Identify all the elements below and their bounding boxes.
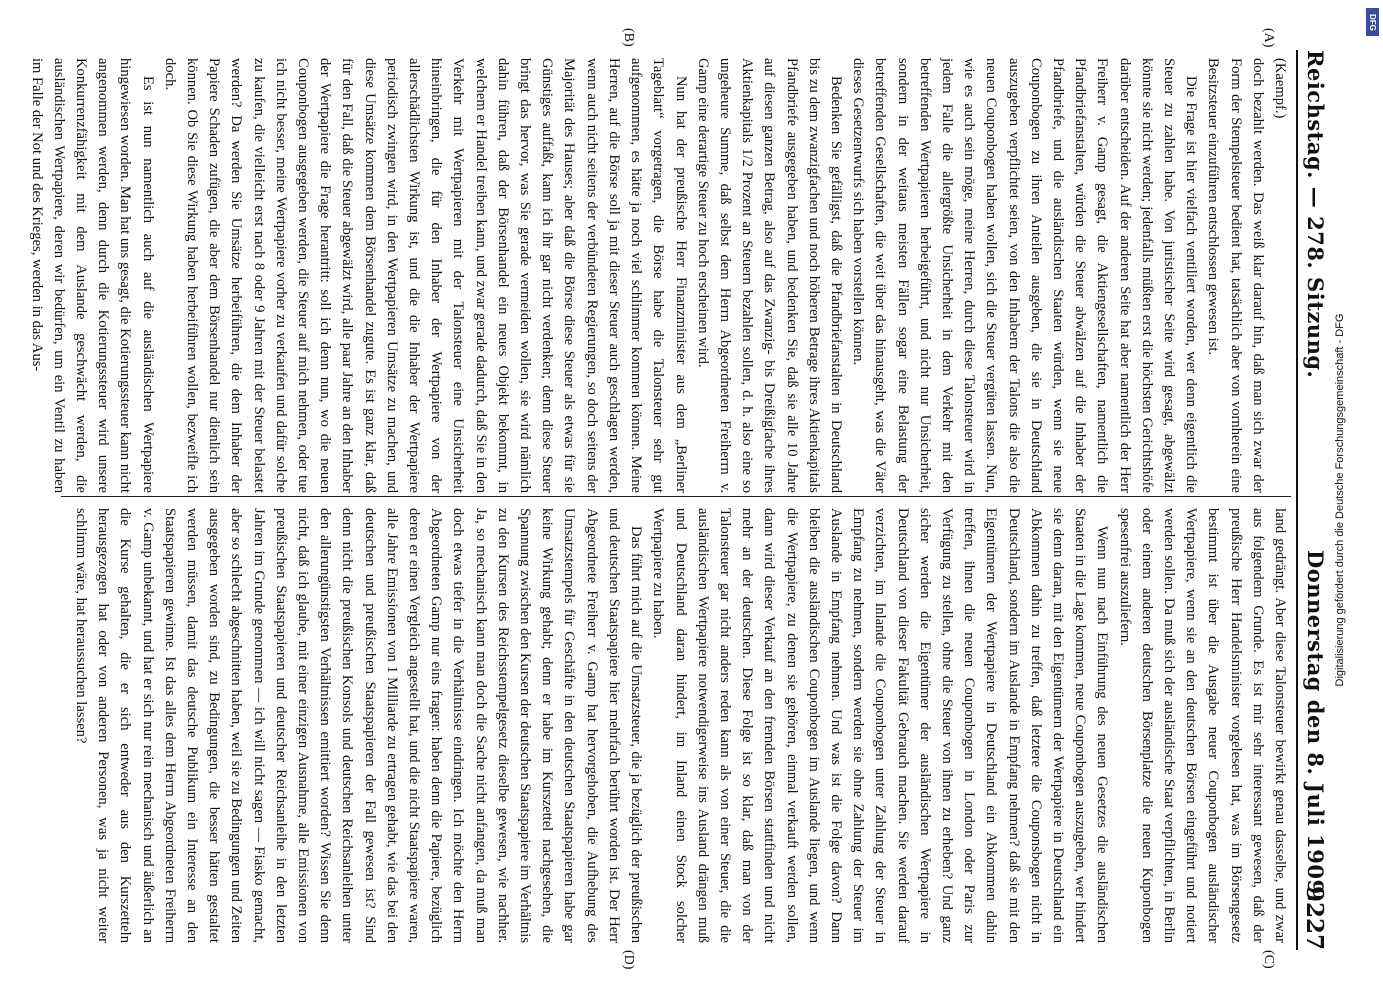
paragraph: Wenn nun nach Einführung des neuen Gesetzes die ausländischen Staaten in die Lage kommen, neue Couponbogen auszugeben, wer hindert sie denn daran, mit den Eigentümern der Wertpapiere in Deutschland ein Abkommen dahin zu treffen, daß letztere die Couponsbogen nicht in Deutschland, sondern im Auslande in Empfang nehmen? daß sie mit den Eigentümern der Wertpapiere in Deutschland ein Abkommen dahin treffen, ihnen die neuen Couponbogen in London oder Paris zur Verfügung zu stellen, ohne die Steuer von ihnen zu erheben? Und ganz sicher werden die Eigentümer der ausländischen Wertpapiere in Deutschland von dieser Fakultät Gebrauch machen. Sie werden darauf verzichten, im Inlande die Couponbogen unter Zahlung der Steuer in Empfang zu nehmen, sondern werden sie ohne Zahlung der Steuer im Auslande in Empfang nehmen. Und was ist die Folge davon? Dann bleiben die ausländischen Couponbogen im Auslande liegen, und wenn die Wertpapiere, zu denen sie gehören, einmal verkauft werden sollen, dann wird dieser Verkauf an den fremden Börsen stattfinden und nicht mehr an der deutschen. Diese Folge ist so klar, daß man von der Talonsteuer gar nicht anders reden kann als von einer Steuer, die die ausländischen Wertpapiere notwendigerweise ins Ausland drängen muß und Deutschland daran hindert, im Inland einen Stock solcher Wertpapiere zu haben. xyxy=(650,508,1111,943)
paragraph: Nun hat der preußische Herr Finanzminister aus dem „Berliner Tageblatt“ vorgetragen, die Börse habe die Talonsteuer sehr gut aufgenommen, es hätte ja noch viel schlimmer kommen können. Meine Herren, auf die Börse soll ja mit dieser Steuer auch geschlagen werden, wenn auch nicht seitens der verbündeten Regierungen, so doch seitens der Majorität des Hauses; aber daß die Börse diese Steuer als etwas für sie Günstiges auffaßt, kann ich ihr gar nicht verdenken; denn diese Steuer bringt das hervor, was Sie gerade vermeiden wollen, sie wird nämlich dahin führen, daß der Börsenhandel ein neues Objekt bekommt, in welchem er Handel treiben kann, und zwar gerade dadurch, daß Sie in den Verkehr mit Wertpapieren mit der Talonsteuer eine Unsicherheit hineinbringen, die für den Inhaber der Wertpapiere von der allerschädlichsten Wirkung ist, und die die Inhaber der Wertpapiere periodisch zwingen wird, in den Wertpapieren Umsätze zu machen, und diese Umsätze kommen dem Börsenhandel zugute. Es ist ganz klar, daß für den Fall, daß die Steuer abgewälzt wird, alle paar Jahre an den Inhaber der Wertpapiere die Frage herantritt: soll ich denn nun, wo die neuen Couponbogen ausgegeben werden, die Steuer auf mich nehmen, oder tue ich nicht besser, meine Wertpapiere vorher zu verkaufen und dafür solche zu kaufen, die vielleicht erst nach 8 oder 9 Jahren mit der Steuer belastet werden? Da werden Sie Umsätze herbeiführen, die dem Inhaber der Papiere Schaden zufügen, die aber dem Börsenhandel nur dienlich sein können. Ob Sie diese Wirkung haben herbeiführen wollen, bezweifle ich doch. xyxy=(161,58,689,493)
paragraph: doch bezahlt werden. Das weiß klar darauf hin, daß man sich zwar der Form der Stempelsteuer bedient hat, tatsächlich aber von vornherein eine Besitzsteuer einzuführen entschlossen gewesen ist. xyxy=(1205,58,1266,493)
header-rule xyxy=(1296,50,1298,950)
header-session: Reichstag. — 278. Sitzung. xyxy=(1303,50,1328,379)
document-page xyxy=(26,20,1356,980)
page-header xyxy=(1298,50,1338,950)
paragraph: Die Frage ist hier vielfach ventiliert worden, wer denn eigentlich die Steuer zu zahlen habe. Von juristischer Seite wird gesagt, abgewälzt könnte sie nicht werden; jedenfalls müßten erst die höchsten Gerichtshöfe darüber entscheiden. Auf der anderen Seite hat aber namentlich der Herr Freiherr v. Gamp gesagt, die Aktiengesellschaften, namentlich die Pfandbriefanstalten, würden die Steuer abwälzen auf die Inhaber der Pfandbriefe, und die ausländischen Staaten würden, wenn sie neue Couponbogen zu ihren Anteilen ausgeben, die sie in Deutschland auszugeben verpflichtet seien, von den Inhabern der Talons die also die neuen Couponbogen haben wollen, sich die Steuer vergüten lassen. Nun, wie es auch sein möge, meine Herren, durch diese Talonsteuer wird in jedem Falle die allergrößte Unsicherheit in dem Verkehr mit den betreffenden Wertpapieren herbeigeführt, und nicht nur Unsicherheit, sondern in der weitaus meisten Fällen sogar eine Belastung der betreffenden Gesellschaften, die weit über das hinausgeht, was die Väter dieses Gesetzentwurfs sich haben vorstellen können. xyxy=(850,58,1200,493)
margin-marker-d: (D) xyxy=(621,950,636,970)
header-date: Donnerstag den 8. Juli 1909. xyxy=(1303,550,1328,903)
paragraph: Das führt mich auf die Umsatzsteuer, die ja bezüglich der preußischen und deutschen Staatspapiere hier mehrfach berührt worden ist. Der Herr Abgeordnete Freiherr v. Gamp hat hervorgehoben, die Aufhebung des Umsatzstempels für Geschäfte in den deutschen Staatspapieren habe gar keine Wirkung gehabt; denn er habe im Kurszettel nachgesehen, die Spannung zwischen den Kursen der deutschen Staatspapiere im Verhältnis zu den Kursen des Reichsstempelgesetz dieselbe gewesen, wie nachher. Ja, so mechanisch kann man doch die Sache nicht anfangen, da muß man doch etwas tiefer in die Verhältnisse eindringen. Ich möchte den Herrn Abgeordneten Gamp nur eins fragen: haben denn die Papiere, bezüglich deren er einen Vergleich angestellt hat, und die nicht Staatspapiere waren, alle Jahre Emissionen von 1 Milliarde zu ertragen gehabt, wie das bei den deutschen und preußischen Staatspapieren der Fall gewesen ist? Sind denn nicht die preußischen Konsols und deutschen Reichsanleihen unter den allerungünstigsten Verhältnissen emittiert worden? Wissen Sie denn nicht, daß ich glaube, mit einer einzigen Ausnahme, alle Emissionen von preußischen Staatspapieren und deutscher Reichsanleihe in den letzten Jahren im Grunde genommen — ich will nicht sagen — Fiasko gemacht, aber so schlecht abgeschnitten haben, weil sie zu Bedingungen und Zeiten ausgegeben worden sind, zu Bedingungen, die besser hätten gestaltet werden müssen, damit das deutsche Publikum ein Interesse an den Staatspapieren gewinne. Ist das alles dem Herrn Abgeordneten Freiherrn v. Gamp unbekannt, und hat er sich nur rein mechanisch und äußerlich an die Kurse gehalten, die er sich entweder aus den Kurszetteln herausgezogen hat oder von anderen Personen, was ja nicht weiter schlimm wäre, hat heraussuchen lassen? xyxy=(73,508,645,943)
margin-marker-c: (C) xyxy=(1261,950,1276,969)
digitization-credit: Digitalisierung gefördert durch die Deutsche Forschungsgemeinschaft - DFG xyxy=(1334,313,1346,687)
paragraph: land gedrängt. Aber diese Talonsteuer bewirkt genau dasselbe, und zwar aus folgendem Grunde. Es ist mir sehr interessant gewesen, daß der preußische Herr Handelsminister vorgelesen hat, was im Börsengesetz bestimmt ist über die Ausgabe neuer Couponbogen ausländischer Wertpapiere, wenn sie an den deutschen Börsen eingeführt und notiert werden sollen. Da muß sich der ausländische Staat verpflichten, in Berlin oder einem anderen deutschen Börsenplatze die neuen Kuponbogen spesenfrei auszuliefern. xyxy=(1116,508,1288,943)
left-column xyxy=(28,58,1291,493)
paragraph: Bedenken Sie gefälligst, daß die Pfandbriefanstalten in Deutschland bis zu dem zwanzigfachen und noch höheren Betrage ihres Aktienkapitals Pfandbriefe ausgegeben haben, und bedenken Sie, daß sie alle 10 Jahre auf diesen ganzen Betrag, also auf das Zwanzig- bis Dreißigfache ihres Aktienkapitals 1/2 Prozent an Steuern bezahlen sollen, d. h. also eine so ungeheure Summe, daß selbst dem Herrn Abgeordneten Freiherrn v. Gamp eine derartige Steuer zu hoch erscheinen wird. xyxy=(694,58,844,493)
margin-marker-b: (B) xyxy=(621,28,636,47)
paragraph: Es ist nun namentlich auch auf die ausländischen Wertpapiere hingewiesen worden. Man hat uns gesagt, die Kotierungssteuer kann nicht angenommen werden, denn durch die Kotierungssteuer wird unsere Konkurrenzfähigkeit mit dem Auslande geschwächt werden, die ausländischen Wertpapiere, deren wir bedürfen, um ein Ventil zu haben im Falle der Not und des Krieges, werden in das Aus- xyxy=(28,58,156,493)
speaker-label: (Kaempf.) xyxy=(1272,58,1288,119)
dfg-logo: DFG xyxy=(1366,8,1379,36)
margin-marker-a: (A) xyxy=(1261,28,1276,48)
right-column xyxy=(61,508,1291,943)
column-divider xyxy=(61,496,1291,497)
page-number: 9227 xyxy=(1301,885,1328,950)
